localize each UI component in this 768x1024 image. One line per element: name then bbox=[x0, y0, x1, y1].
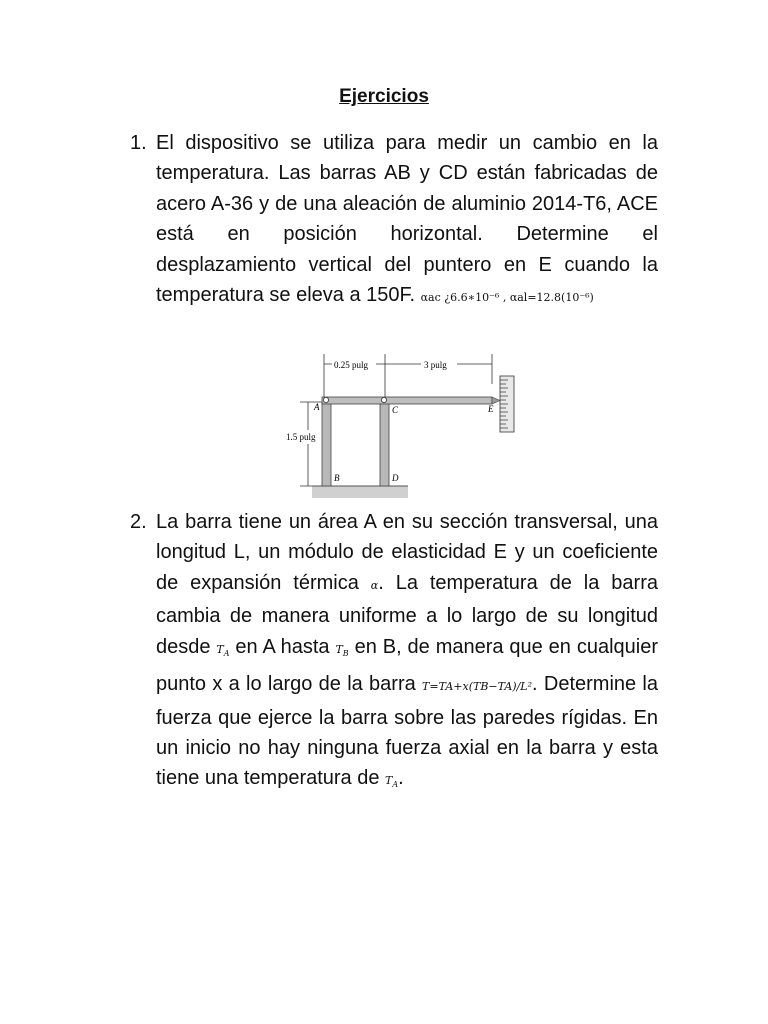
arm-ace bbox=[322, 397, 492, 404]
temp-b-symbol: $T_B$ bbox=[335, 642, 349, 658]
label-a: A bbox=[314, 402, 320, 412]
page-title: Ejercicios bbox=[339, 86, 429, 107]
problem-1-number: 1. bbox=[130, 132, 147, 154]
problem-2 bbox=[130, 507, 658, 801]
problem-1-formula: αac ¿6.6∗10⁻⁶ , αal=12.8(10⁻⁶) bbox=[420, 291, 594, 305]
ground bbox=[312, 486, 408, 498]
temp-a-end-symbol: $T_A$ bbox=[385, 774, 399, 790]
problem-1 bbox=[130, 128, 658, 313]
label-b: B bbox=[334, 473, 340, 483]
problem-2-text-1: La barra tiene un área A en su sección transversal, una longitud L, un módulo de elasticidad E y un coeficiente de expansión térmica bbox=[156, 511, 658, 594]
problem-2-text-6: . bbox=[398, 767, 404, 790]
bar-ab bbox=[322, 402, 331, 486]
dim-right-label: 3 pulg bbox=[424, 360, 447, 370]
problem-2-text-2: . La temperatura de la barra cambia de manera uniforme a lo largo de su longitud desde bbox=[156, 571, 658, 658]
alpha-symbol: α bbox=[370, 578, 379, 592]
problem-2-body bbox=[156, 507, 658, 801]
problem-2-text-3: en A hasta bbox=[229, 635, 336, 658]
problem-2-text-5: . Determine la fuerza que ejerce la barra sobre las paredes rígidas. En un inicio no hay ninguna fuerza axial en la barra y esta tiene una temperatura de bbox=[156, 673, 658, 790]
temp-a-symbol: $T_A$ bbox=[216, 642, 230, 658]
bar-cd bbox=[380, 402, 389, 486]
problem-1-body bbox=[156, 128, 658, 313]
dim-height-label: 1.5 pulg bbox=[286, 432, 316, 442]
device-figure bbox=[284, 350, 522, 508]
temperature-formula: T=TA+x(TB−TA)/L² bbox=[422, 680, 533, 694]
problem-1-text: El dispositivo se utiliza para medir un cambio en la temperatura. Las barras AB y CD están fabricadas de acero A-36 y de una aleación de aluminio 2014-T6, ACE está en posición horizontal. Determine el desplazamiento vertical del puntero en E cuando la temperatura se eleva a 150F. bbox=[156, 132, 658, 307]
dim-left-label: 0.25 pulg bbox=[334, 360, 369, 370]
label-c: C bbox=[392, 405, 399, 415]
label-d: D bbox=[392, 473, 399, 483]
problem-2-text-4: en B, de manera que en cualquier punto x a lo largo de la barra bbox=[156, 635, 658, 696]
problem-2-number: 2. bbox=[130, 511, 147, 533]
label-e: E bbox=[488, 404, 494, 414]
